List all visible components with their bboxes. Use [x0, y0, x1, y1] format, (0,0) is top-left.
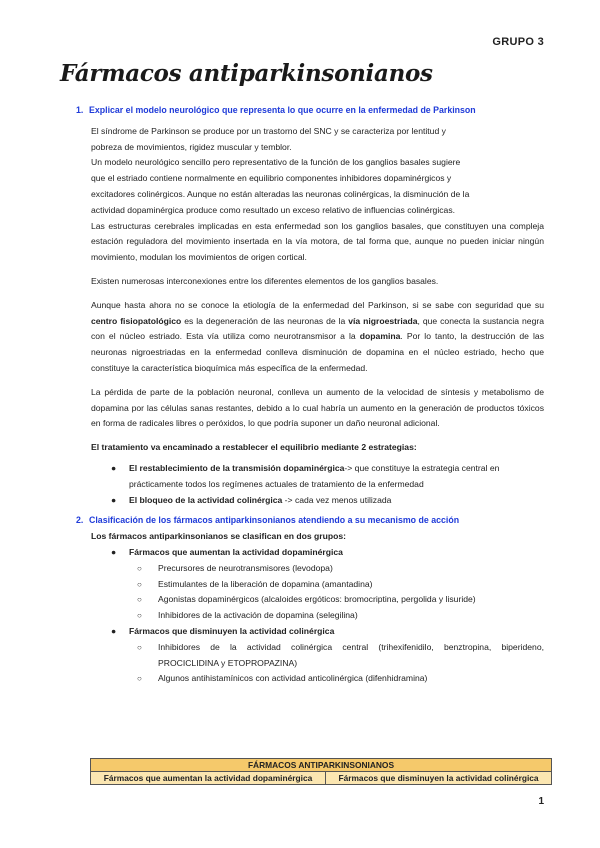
- list-item-text: Algunos antihistamínicos con actividad anticolinérgica (difenhidramina): [158, 673, 428, 684]
- section-heading-text: Explicar el modelo neurológico que representa lo que ocurre en la enfermedad de Parkinson: [89, 105, 476, 115]
- bold-term: centro fisiopatológico: [91, 315, 182, 326]
- summary-table: [90, 758, 552, 785]
- bullet-icon: ●: [111, 546, 117, 557]
- list-item: [60, 577, 544, 593]
- paragraph: Las estructuras cerebrales implicadas en esta enfermedad son los ganglios basales, que constituyen una compleja estación reguladora del movimiento insertada en la vía motora, de tal forma que, aunque no pueden iniciar ningún movimiento, modulan los movimientos de origen cortical.: [91, 220, 544, 263]
- bold-term: vía nigroestriada: [348, 315, 418, 326]
- circle-bullet-icon: ○: [137, 674, 142, 684]
- list-item: [60, 561, 544, 577]
- circle-bullet-icon: ○: [137, 611, 142, 621]
- bullet-icon: ●: [111, 462, 117, 473]
- list-item-text: Inhibidores de la activación de dopamina (selegilina): [158, 610, 358, 621]
- text-run: , que conecta la sustancia negra con el núcleo estriado. Esta vía utiliza como neurotransmisor a la: [91, 315, 544, 342]
- paragraph-line: que el estriado contiene normalmente en equilibrio componentes inhibidores dopaminérgicos y: [91, 173, 452, 184]
- paragraph-line: excitadores colinérgicos. Aunque no están alteradas las neuronas colinérgicas, la disminución de la: [91, 188, 470, 199]
- bullet-icon: ●: [111, 494, 117, 505]
- circle-bullet-icon: ○: [137, 595, 142, 605]
- section-2-body: [60, 529, 544, 545]
- section-1-heading: [60, 103, 544, 119]
- table-column-header: Fármacos que aumentan la actividad dopaminérgica: [91, 772, 326, 785]
- section-number: 1.: [76, 105, 84, 115]
- page-title: Fármacos antiparkinsonianos: [60, 60, 433, 87]
- list-item: [60, 545, 544, 561]
- paragraph: [91, 440, 544, 456]
- paragraph-line: pobreza de movimientos, rigidez muscular y temblor.: [91, 141, 292, 152]
- group-label: Fármacos que aumentan la actividad dopaminérgica: [129, 546, 343, 557]
- bold-term: dopamina: [359, 331, 401, 342]
- circle-bullet-icon: ○: [137, 563, 142, 573]
- list-item-text: Inhibidores de la actividad colinérgica central (trihexifenidilo, benztropina, biperideno, PROCICLIDINA y ETOPROPAZINA): [158, 641, 544, 668]
- circle-bullet-icon: ○: [137, 642, 142, 652]
- bullet-text: -> que constituye la estrategia central en prácticamente todos los regímenes actuales de tratamiento de la enfermedad: [129, 462, 500, 489]
- circle-bullet-icon: ○: [137, 579, 142, 589]
- list-item-text: Estimulantes de la liberación de dopamina (amantadina): [158, 578, 373, 589]
- paragraph: La pérdida de parte de la población neuronal, conlleva un aumento de la velocidad de síntesis y metabolismo de dopamina por las células sanas restantes, debido a lo cual habría un aumento en la generación de productos tóxicos en forma de radicales libres o peróxidos, lo que podría suponer un daño neuronal adicional.: [91, 386, 544, 429]
- table-title: FÁRMACOS ANTIPARKINSONIANOS: [91, 759, 552, 772]
- paragraph: Existen numerosas interconexiones entre los diferentes elementos de los ganglios basales.: [91, 275, 439, 286]
- paragraph: [91, 298, 544, 377]
- list-item: [60, 592, 544, 608]
- paragraph-line: Un modelo neurológico sencillo pero representativo de la función de los ganglios basales sugiere: [91, 157, 461, 168]
- list-item: [60, 608, 544, 624]
- bullet-bold: El restablecimiento de la transmisión dopaminérgica: [129, 462, 345, 473]
- text-run: Aunque hasta ahora no se conoce la etiología de la enfermedad del Parkinson, si se sabe con seguridad que su: [91, 299, 544, 310]
- text-run: es la degeneración de las neuronas de la: [181, 315, 349, 326]
- bullet-bold: El bloqueo de la actividad colinérgica: [129, 494, 283, 505]
- paragraph-line: actividad dopaminérgica produce como resultado un exceso relativo de influencias colinérgicas.: [91, 204, 456, 215]
- section-intro: Los fármacos antiparkinsonianos se clasifican en dos grupos:: [91, 531, 347, 542]
- list-item: [60, 493, 544, 509]
- section-number: 2.: [76, 515, 84, 526]
- document-body: [60, 103, 544, 687]
- text-run: . Por lo tanto, la destrucción de las neuronas nigroestriadas en la enfermedad conlleva disminución de dopamina en el núcleo estriado, hecho que constituye la característica bioquímica más específica de la enfermedad.: [91, 331, 544, 373]
- table-column-header: Fármacos que disminuyen la actividad colinérgica: [326, 772, 552, 785]
- section-heading-text: Clasificación de los fármacos antiparkinsonianos atendiendo a su mecanismo de acción: [89, 515, 460, 526]
- list-item: [60, 461, 544, 493]
- bullet-icon: ●: [111, 625, 117, 636]
- section-1-body: [60, 124, 544, 461]
- page-number: 1: [538, 796, 544, 807]
- list-item: [60, 671, 544, 687]
- section-2-heading: [60, 513, 544, 529]
- paragraph-line: El síndrome de Parkinson se produce por un trastorno del SNC y se caracteriza por lentitud y: [91, 125, 446, 136]
- bullet-text: -> cada vez menos utilizada: [282, 494, 392, 505]
- list-item-text: Precursores de neurotransmisores (levodopa): [158, 562, 333, 573]
- bold-statement: El tratamiento va encaminado a restablecer el equilibrio mediante 2 estrategias:: [91, 442, 417, 453]
- group-label: GRUPO 3: [492, 36, 544, 48]
- list-item-text: Agonistas dopaminérgicos (alcaloides ergóticos: bromocriptina, pergolida y lisuride): [158, 594, 476, 605]
- list-item: [60, 624, 544, 640]
- list-item: [60, 640, 544, 672]
- group-label: Fármacos que disminuyen la actividad colinérgica: [129, 625, 335, 636]
